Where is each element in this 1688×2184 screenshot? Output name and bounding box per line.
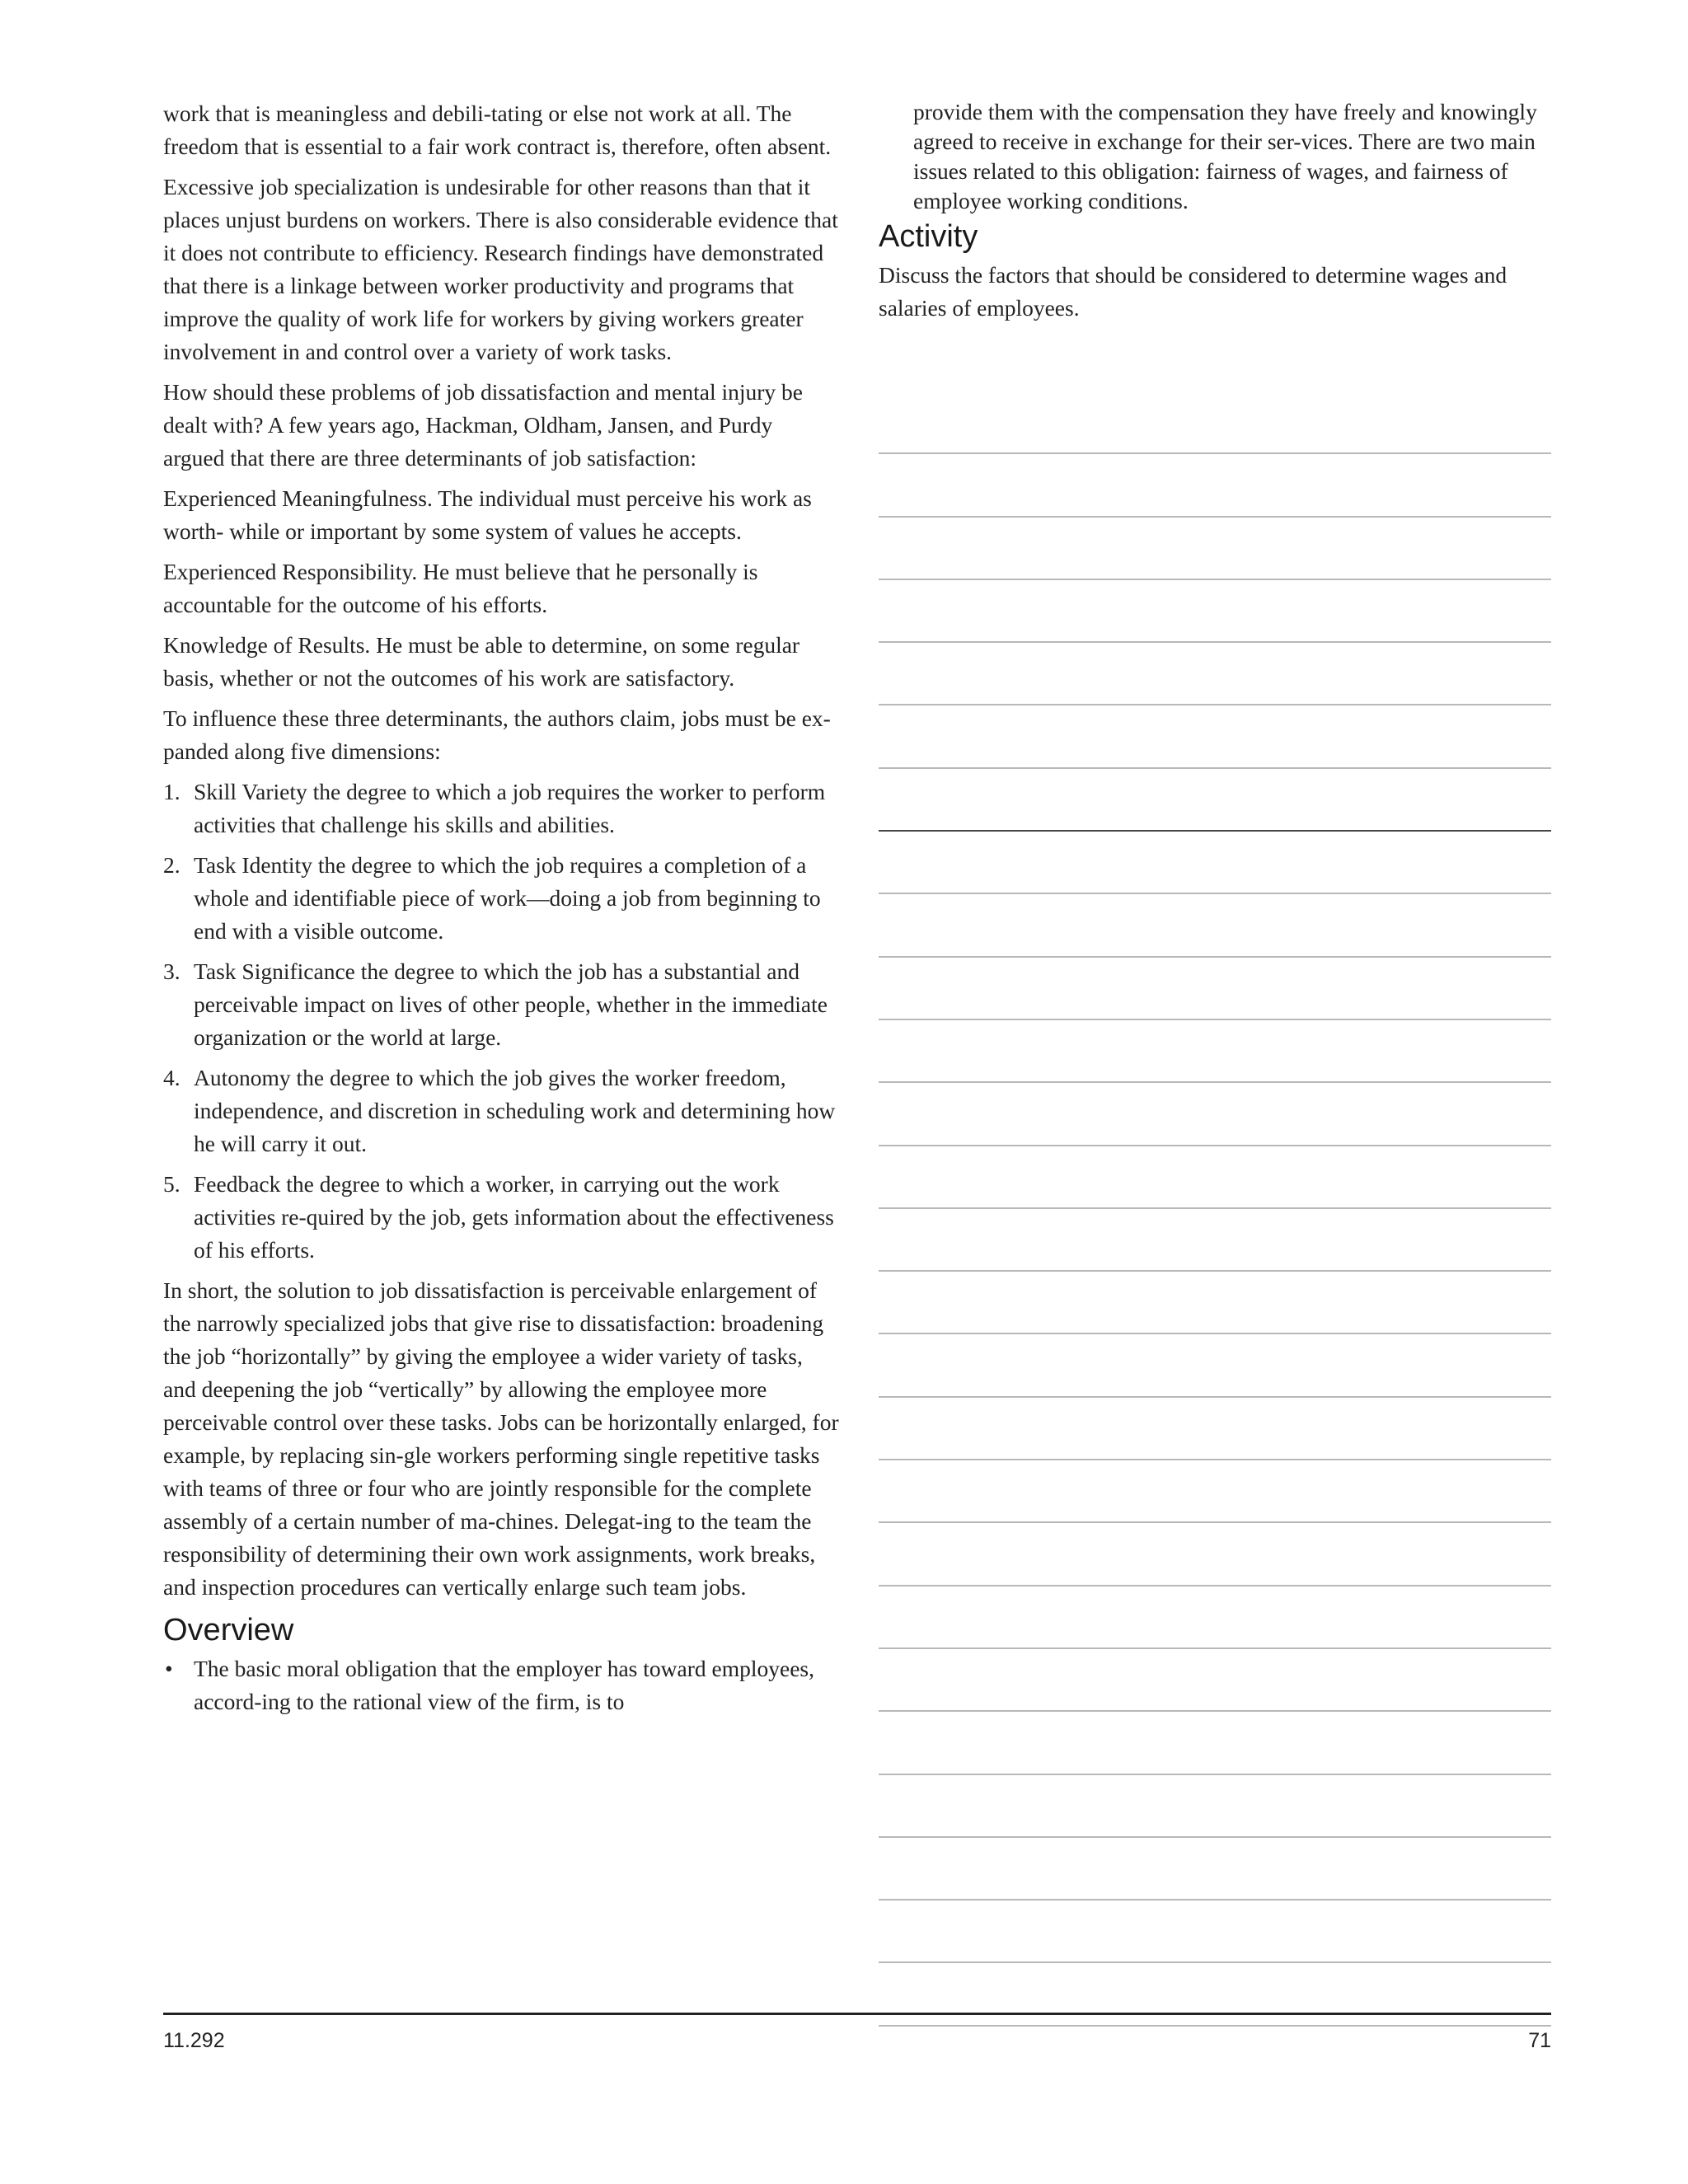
list-number: 1.: [163, 779, 181, 804]
paragraph: Experienced Meaningfulness. The individual must perceive his work as worth- while or important by some system of values he accepts.: [163, 485, 812, 544]
paragraph: To influence these three determinants, the authors claim, jobs must be ex-panded along five dimensions:: [163, 705, 831, 764]
answer-line[interactable]: [879, 1712, 1551, 1774]
paragraph: In short, the solution to job dissatisfaction is perceivable enlargement of the narrowly specialized jobs that give rise to dissatisfaction: broadening the job “horizontally” by giving the employee a wider variety of tasks, and deepening the job “vertically” by allowing the employee more perceivable control over these tasks. Jobs can be horizontally enlarged, for example, by replacing sin-gle workers performing single repetitive tasks with teams of three or four who are jointly responsible for the complete assembly of a certain number of ma-chines. Delegat-ing to the team the responsibility of determining their own work assignments, work breaks, and inspection procedures can vertically enlarge such team jobs.: [163, 1277, 839, 1600]
answer-line[interactable]: [879, 705, 1551, 768]
answer-line[interactable]: [879, 1334, 1551, 1397]
list-item-text: The basic moral obligation that the employer has toward employees, accord-ing to the rational view of the firm, is to: [194, 1656, 814, 1714]
list-number: 3.: [163, 958, 181, 984]
list-item-text: Skill Variety the degree to which a job requires the worker to perform activities that challenge his skills and abilities.: [194, 779, 826, 837]
list-item-text: Feedback the degree to which a worker, in carrying out the work activities re-quired by the job, gets information about the effectiveness of his efforts.: [194, 1171, 834, 1263]
answer-line[interactable]: [879, 1398, 1551, 1460]
answer-line[interactable]: [879, 1020, 1551, 1083]
list-item-text: Task Significance the degree to which the job has a substantial and perceivable impact on lives of other people, whether in the immediate organization or the world at large.: [194, 958, 828, 1050]
continuation-text: provide them with the compensation they have freely and knowingly agreed to receive in exchange for their ser-vices. There are two main issues related to this obligation: fairness of wages, and fairness of employee working conditions.: [913, 99, 1537, 213]
list-item: [163, 849, 839, 948]
list-item: [163, 1062, 839, 1160]
paragraph: Knowledge of Results. He must be able to determine, on some regular basis, whether or not the outcomes of his work are satisfactory.: [163, 632, 800, 691]
list-item-text: Autonomy the degree to which the job gives the worker freedom, independence, and discretion in scheduling work and determining how he will carry it out.: [194, 1065, 836, 1156]
paragraph: work that is meaningless and debili-tating or else not work at all. The freedom that is essential to a fair work contract is, therefore, often absent.: [163, 101, 832, 159]
numbered-list: [163, 776, 839, 1267]
footer-divider: [163, 2013, 1551, 2015]
answer-line[interactable]: [879, 1209, 1551, 1272]
answer-line[interactable]: [879, 894, 1551, 957]
list-number: 5.: [163, 1171, 181, 1197]
answer-line[interactable]: [879, 1900, 1551, 1963]
left-column: [163, 97, 839, 1718]
list-item: [163, 1652, 839, 1718]
answer-line[interactable]: [879, 1963, 1551, 2026]
answer-line[interactable]: [879, 1586, 1551, 1649]
list-number: 4.: [163, 1065, 181, 1090]
page-number: 71: [1528, 2029, 1551, 2052]
answer-line[interactable]: [879, 454, 1551, 517]
overview-heading: Overview: [163, 1613, 294, 1647]
paragraph: Experienced Responsibility. He must believe that he personally is accountable for the outcome of his efforts.: [163, 559, 758, 617]
list-item: [163, 955, 839, 1054]
list-item: [163, 1168, 839, 1267]
answer-line[interactable]: [879, 1146, 1551, 1209]
footer-course-code: 11.292: [163, 2029, 225, 2052]
answer-line[interactable]: [879, 1775, 1551, 1838]
answer-line[interactable]: [879, 769, 1551, 832]
answer-line[interactable]: [879, 958, 1551, 1020]
answer-line[interactable]: [879, 1649, 1551, 1712]
answer-line[interactable]: [879, 1460, 1551, 1523]
list-number: 2.: [163, 852, 181, 878]
activity-prompt: Discuss the factors that should be considered to determine wages and salaries of employees.: [879, 262, 1507, 321]
list-item: [163, 776, 839, 841]
answer-line[interactable]: [879, 832, 1551, 894]
answer-lines[interactable]: [879, 391, 1551, 2027]
answer-line[interactable]: [879, 391, 1551, 454]
answer-line[interactable]: [879, 1272, 1551, 1334]
answer-line[interactable]: [879, 1838, 1551, 1900]
answer-line[interactable]: [879, 643, 1551, 705]
bullet-icon: •: [165, 1656, 173, 1681]
answer-line[interactable]: [879, 518, 1551, 580]
answer-line[interactable]: [879, 1083, 1551, 1146]
answer-line[interactable]: [879, 580, 1551, 643]
right-column: [879, 97, 1559, 325]
activity-heading: Activity: [879, 219, 978, 254]
paragraph: How should these problems of job dissatisfaction and mental injury be dealt with? A few years ago, Hackman, Oldham, Jansen, and Purdy argued that there are three determinants of job satisfaction:: [163, 379, 803, 471]
paragraph: Excessive job specialization is undesirable for other reasons than that it places unjust burdens on workers. There is also considerable evidence that it does not contribute to efficiency. Research findings have demonstrated that there is a linkage between worker productivity and programs that improve the quality of work life for workers by giving workers greater involvement in and control over a variety of work tasks.: [163, 174, 838, 364]
answer-line[interactable]: [879, 1523, 1551, 1586]
list-item-text: Task Identity the degree to which the job requires a completion of a whole and identifiable piece of work—doing a job from beginning to end with a visible outcome.: [194, 852, 821, 944]
overview-list: [163, 1652, 839, 1718]
